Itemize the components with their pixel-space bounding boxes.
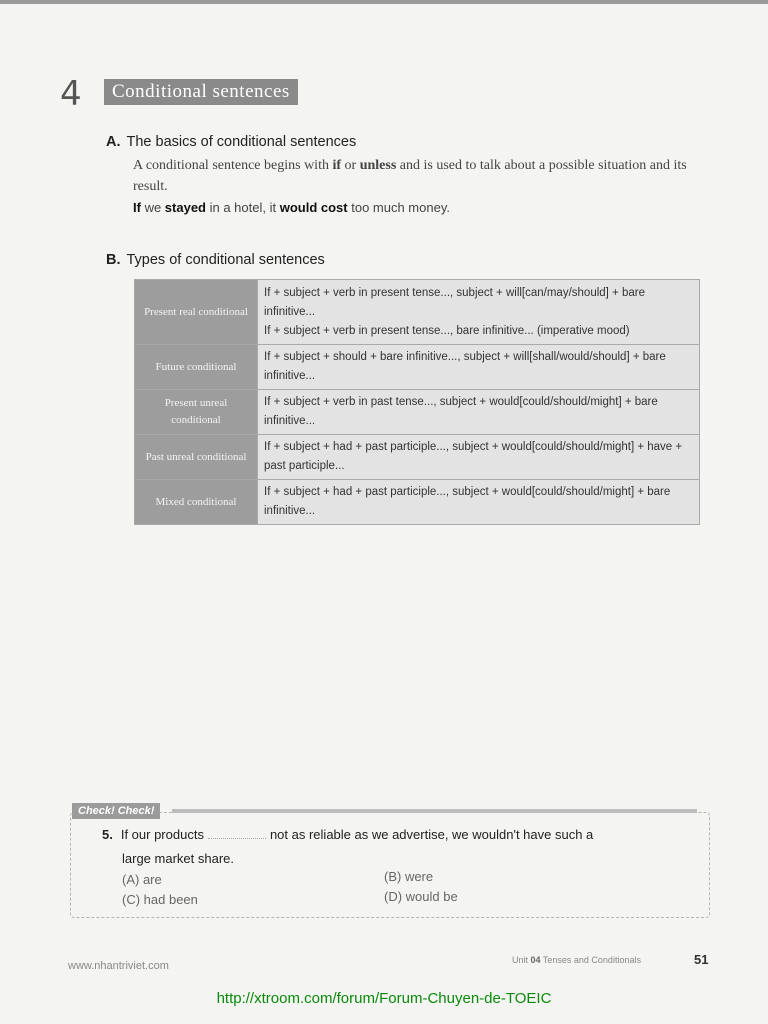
body-text-2: or [341, 158, 360, 173]
table-row [135, 280, 700, 345]
footer-unit-number: 04 [530, 955, 541, 965]
top-rule [0, 0, 768, 4]
body-text-3: and is used to talk about a possible situation and its result. [133, 158, 687, 194]
page-number: 51 [694, 952, 709, 967]
footer-unit-name: Tenses and Conditionals [542, 955, 641, 965]
unit-title: Conditional sentences [104, 79, 298, 105]
section-a-letter: A. [106, 134, 121, 150]
conditional-types-table [134, 279, 700, 525]
footer-unit-label: Unit [512, 955, 529, 965]
row-label: Future conditional [135, 345, 258, 390]
check-header-bar [172, 809, 697, 813]
table-row [135, 480, 700, 525]
section-a-title: The basics of conditional sentences [126, 134, 357, 150]
keyword-if: if [332, 158, 342, 173]
example-sentence [133, 200, 450, 215]
row-label: Present real conditional [135, 280, 258, 345]
rule-line: If + subject + had + past participle..., subject + would[could/should/might] + have + past participle... [264, 441, 683, 472]
row-rules [258, 390, 700, 435]
section-b-title: Types of conditional sentences [126, 252, 325, 268]
option-d[interactable]: (D) would be [384, 889, 458, 904]
row-rules [258, 345, 700, 390]
keyword-unless: unless [359, 158, 397, 173]
rule-line: If + subject + had + past participle..., subject + would[could/should/might] + bare infinitive... [264, 486, 671, 517]
example-would-cost: would cost [279, 200, 348, 215]
question-text-2: not as reliable as we advertise, we wouldn't have such a [269, 827, 594, 842]
row-rules [258, 435, 700, 480]
body-text-1: A conditional sentence begins with [133, 158, 333, 173]
row-label: Present unreal conditional [135, 390, 258, 435]
footer-unit-info [512, 955, 641, 965]
section-a-heading [106, 134, 356, 150]
answer-blank [208, 838, 266, 839]
unit-number: 4 [60, 74, 82, 114]
rule-line: If + subject + verb in present tense..., subject + will[can/may/should] + bare infinitive... [264, 286, 645, 318]
rule-line: If + subject + verb in past tense..., subject + would[could/should/might] + bare infinitive... [264, 396, 658, 427]
rule-line: If + subject + verb in present tense..., bare infinitive... (imperative mood) [264, 324, 630, 337]
option-c[interactable]: (C) had been [122, 892, 198, 907]
example-text-3: too much money. [347, 200, 450, 215]
row-label: Past unreal conditional [135, 435, 258, 480]
option-a[interactable]: (A) are [122, 872, 162, 887]
section-a-body [133, 155, 703, 197]
question-line-2: large market share. [122, 851, 234, 866]
table-row [135, 390, 700, 435]
table-row [135, 435, 700, 480]
footer-site: www.nhantriviet.com [68, 960, 169, 972]
row-rules [258, 280, 700, 345]
example-text-2: in a hotel, it [206, 200, 280, 215]
row-rules [258, 480, 700, 525]
rule-line: If + subject + should + bare infinitive..., subject + will[shall/would/should] + bare infinitive... [264, 351, 666, 382]
section-b-letter: B. [106, 252, 121, 268]
question-text-1: If our products [120, 827, 204, 842]
table-row [135, 345, 700, 390]
check-tab-label: Check! Check! [72, 803, 160, 819]
footer-url-link[interactable]: http://xtroom.com/forum/Forum-Chuyen-de-TOEIC [216, 990, 552, 1007]
section-b-heading [106, 252, 325, 268]
question-number: 5. [102, 827, 113, 842]
option-b[interactable]: (B) were [384, 869, 434, 884]
question-line-1 [102, 827, 593, 842]
example-text-1: we [140, 200, 165, 215]
example-if: If [133, 200, 141, 215]
row-label: Mixed conditional [135, 480, 258, 525]
example-stayed: stayed [164, 200, 206, 215]
